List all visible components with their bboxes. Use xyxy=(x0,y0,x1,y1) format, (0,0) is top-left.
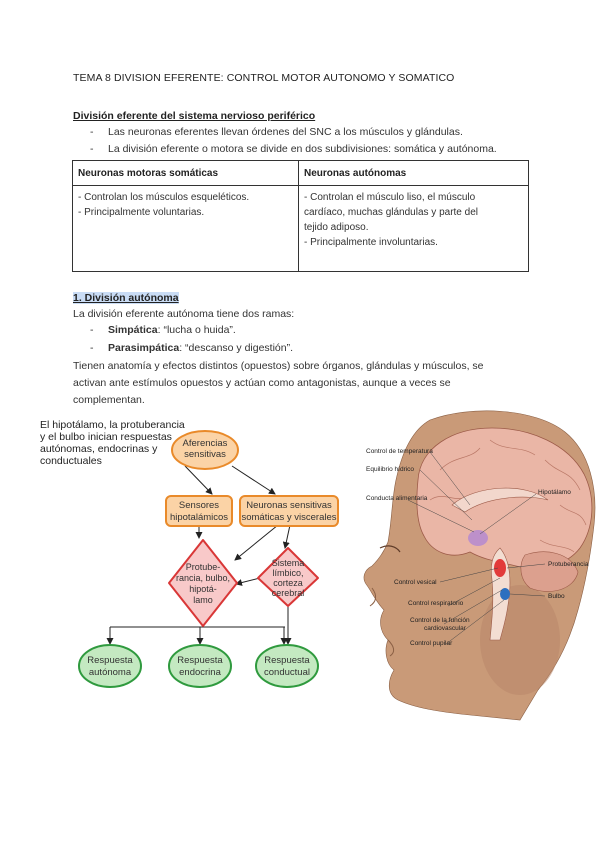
svg-text:límbico,: límbico, xyxy=(272,568,304,578)
label-equilibrio-hidrico: Equilibrio hídrico xyxy=(366,466,415,473)
label-control-funcion: Control de la función xyxy=(410,617,470,624)
branch-name: Simpática xyxy=(108,324,158,336)
svg-text:Respuesta: Respuesta xyxy=(87,655,133,666)
svg-text:endocrina: endocrina xyxy=(179,667,221,678)
bullet-marker: - xyxy=(90,126,94,138)
label-conducta-alimentaria: Conducta alimentaria xyxy=(366,495,428,502)
node-sistema-limbico xyxy=(258,548,318,606)
branch-desc: : “lucha o huida”. xyxy=(157,324,236,336)
svg-text:hipotá-: hipotá- xyxy=(189,584,217,594)
svg-text:hipotalámicos: hipotalámicos xyxy=(169,512,229,523)
section-paragraph: Tienen anatomía y efectos distintos (opuestos) sobre órganos, glándulas y músculos, se activan ante estímulos opuestos y actúan como antagonistas, aunque a veces se complementan. xyxy=(73,360,484,406)
label-protuberancia: Protuberancia xyxy=(548,561,589,568)
bullet-text: Las neuronas eferentes llevan órdenes del SNC a los músculos y glándulas. xyxy=(108,126,463,138)
svg-text:Respuesta: Respuesta xyxy=(177,655,223,666)
node-respuesta-endocrina xyxy=(169,645,231,687)
svg-text:Aferencias: Aferencias xyxy=(182,438,228,449)
node-respuesta-conductual xyxy=(256,645,318,687)
label-control-pupilar: Control pupilar xyxy=(410,640,453,647)
label-control-respiratorio: Control respiratorio xyxy=(408,600,464,607)
svg-text:Neuronas sensitivas: Neuronas sensitivas xyxy=(246,500,332,511)
svg-text:Sensores: Sensores xyxy=(178,500,220,511)
label-hipotalamo: Hipotálamo xyxy=(538,489,571,496)
node-sensores xyxy=(166,496,232,526)
svg-text:Protube-: Protube- xyxy=(185,562,221,572)
label-cardiovascular: cardiovascular xyxy=(424,625,466,632)
bullet-text: La división eferente o motora se divide en dos subdivisiones: somática y autónoma. xyxy=(108,143,497,155)
svg-text:somáticas y viscerales: somáticas y viscerales xyxy=(241,512,337,523)
cell-line: tejido adiposo. xyxy=(304,222,369,233)
cell-line: - Controlan los músculos esqueléticos. xyxy=(78,192,250,203)
cell-line: - Controlan el músculo liso, el músculo xyxy=(304,192,476,203)
bullet-marker: - xyxy=(90,324,94,336)
section-heading-autonomic: 1. División autónoma xyxy=(73,292,179,304)
svg-text:Sistema: Sistema xyxy=(271,558,305,568)
svg-text:Respuesta: Respuesta xyxy=(264,655,310,666)
label-control-temperatura: Control de temperatura xyxy=(366,448,433,455)
svg-text:lamo: lamo xyxy=(193,595,213,605)
svg-text:corteza: corteza xyxy=(273,578,303,588)
label-control-vesical: Control vesical xyxy=(394,579,437,586)
table-header-autonomic: Neuronas autónomas xyxy=(299,161,529,186)
svg-text:rancia, bulbo,: rancia, bulbo, xyxy=(175,573,231,583)
node-protuberancia xyxy=(169,540,237,626)
cell-line: - Principalmente voluntarias. xyxy=(78,207,205,218)
svg-text:conductual: conductual xyxy=(264,667,310,678)
node-aferencias xyxy=(172,431,238,469)
branch-name: Parasimpática xyxy=(108,342,180,354)
branch-desc: : “descanso y digestión”. xyxy=(179,342,294,354)
node-neuronas-sensitivas xyxy=(240,496,338,526)
node-respuesta-autonoma xyxy=(79,645,141,687)
bullet-marker: - xyxy=(90,342,94,354)
svg-text:autónoma: autónoma xyxy=(88,667,132,678)
cell-line: cardíaco, muchas glándulas y parte del xyxy=(304,207,478,218)
bullet-marker: - xyxy=(90,143,94,155)
svg-text:cerebral: cerebral xyxy=(271,588,305,598)
page-title: TEMA 8 DIVISION EFERENTE: CONTROL MOTOR AUTONOMO Y SOMATICO xyxy=(73,72,455,84)
section-heading-efferent: División eferente del sistema nervioso periférico xyxy=(73,110,316,122)
section-intro: La división eferente autónoma tiene dos ramas: xyxy=(73,308,295,320)
cell-line: - Principalmente involuntarias. xyxy=(304,237,438,248)
figure-caption: El hipotálamo, la protuberancia y el bulbo inician respuestas autónomas, endocrinas y conductuales xyxy=(40,419,185,467)
svg-text:sensitivas: sensitivas xyxy=(184,449,226,460)
table-header-somatic: Neuronas motoras somáticas xyxy=(73,161,299,186)
label-bulbo: Bulbo xyxy=(548,593,565,600)
